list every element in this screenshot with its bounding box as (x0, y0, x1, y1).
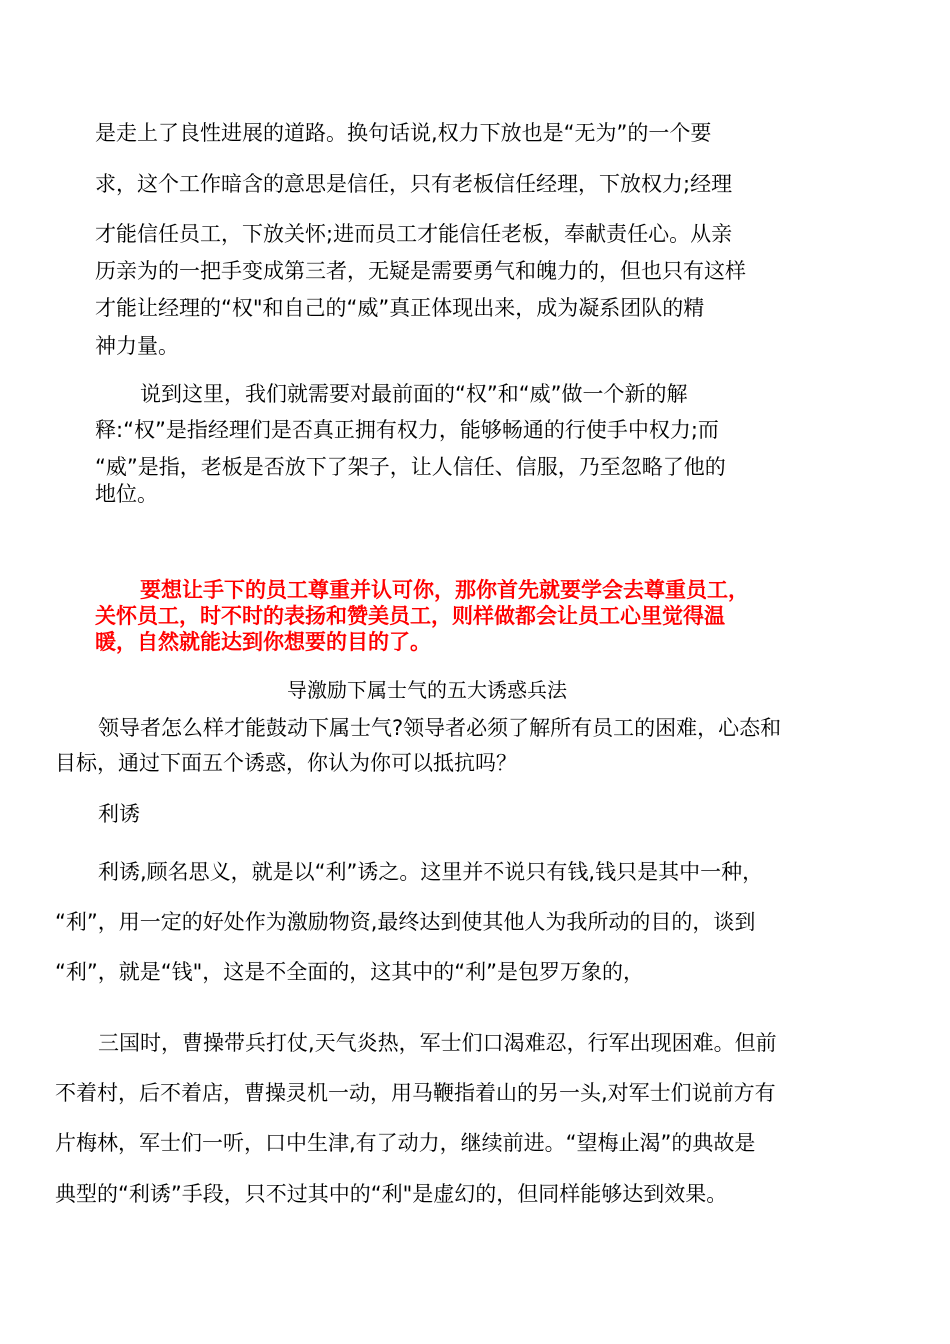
paragraph-4-line-4: 典型的“利诱”手段，只不过其中的“利"是虚幻的，但同样能够达到效果。 (55, 1182, 728, 1206)
paragraph-1-line-6: 神力量。 (95, 334, 179, 358)
paragraph-1-line-3: 才能信任员工，下放关怀;进而员工才能信任老板，奉献责任心。从亲 (95, 222, 733, 246)
paragraph-2-line-4: 地位。 (95, 482, 158, 506)
paragraph-1-line-4: 历亲为的一把手变成第三者，无疑是需要勇气和魄力的，但也只有这样 (95, 259, 746, 283)
subheading: 利诱 (98, 802, 140, 826)
paragraph-2-line-1: 说到这里，我们就需要对最前面的“权”和“威”做一个新的解 (140, 382, 688, 406)
paragraph-1-line-5: 才能让经理的“权"和自己的“威”真正体现出来，成为凝系团队的精 (95, 296, 705, 320)
highlight-line-3: 暖，自然就能达到你想要的目的了。 (95, 630, 431, 654)
paragraph-2-line-2: 释:“权”是指经理们是否真正拥有权力，能够畅通的行使手中权力;而 (95, 418, 719, 442)
paragraph-3-line-1: 利诱,顾名思义，就是以“利”诱之。这里并不说只有钱,钱只是其中一种， (98, 860, 764, 884)
highlight-line-2: 关怀员工，时不时的表扬和赞美员工，则样做都会让员工心里觉得温 (95, 604, 725, 628)
paragraph-3-line-2: “利”，用一定的好处作为激励物资,最终达到使其他人为我所动的目的，谈到 (55, 910, 756, 934)
section-title: 导激励下属士气的五大诱惑兵法 (287, 678, 567, 702)
paragraph-1-line-2: 求，这个工作暗含的意思是信任，只有老板信任经理，下放权力;经理 (95, 172, 733, 196)
highlight-line-1: 要想让手下的员工尊重并认可你，那你首先就要学会去尊重员工， (140, 578, 749, 602)
intro-line-1: 领导者怎么样才能鼓动下属士气?领导者必须了解所有员工的困难，心态和 (98, 716, 782, 740)
paragraph-2-line-3: “威”是指，老板是否放下了架子，让人信任、信服，乃至忽略了他的 (95, 455, 726, 479)
paragraph-3-line-3: “利”，就是“钱"，这是不全面的，这其中的“利”是包罗万象的， (55, 960, 645, 984)
paragraph-1-line-1: 是走上了良性进展的道路。换句话说,权力下放也是“无为”的一个要 (95, 121, 712, 145)
paragraph-4-line-1: 三国时，曹操带兵打仗,天气炎热，军士们口渴难忍，行军出现困难。但前 (98, 1031, 777, 1055)
paragraph-4-line-2: 不着村，后不着店，曹操灵机一动，用马鞭指着山的另一头,对军士们说前方有 (55, 1081, 776, 1105)
intro-line-2: 目标，通过下面五个诱惑，你认为你可以抵抗吗？ (55, 751, 517, 775)
paragraph-4-line-3: 片梅林，军士们一听，口中生津,有了动力，继续前进。“望梅止渴”的典故是 (55, 1131, 756, 1155)
